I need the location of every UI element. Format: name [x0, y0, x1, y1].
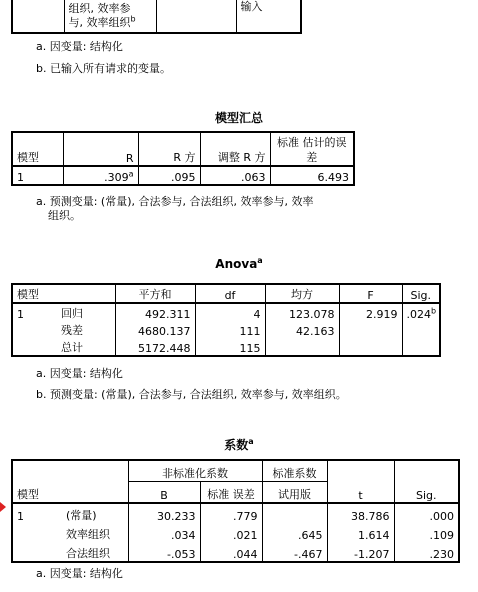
top-note-b: b. 已输入所有请求的变量。	[36, 62, 171, 75]
coef-se: .779	[200, 503, 262, 523]
anova-ms: 123.078	[265, 303, 339, 321]
coef-beta: .645	[262, 523, 327, 542]
coefficients-title: 系数$^a$	[224, 437, 254, 452]
table-row	[12, 166, 354, 185]
coef-model-number: 1	[17, 509, 24, 523]
table-row	[12, 303, 440, 321]
coef-b: 30.233	[128, 503, 200, 523]
anova-f: 2.919	[339, 303, 402, 321]
coef-header-beta: 试用版	[262, 482, 327, 503]
anova-f	[339, 338, 402, 356]
unstandardized-coef-header: 非标准化系数	[128, 460, 262, 482]
r-value: .309$^a$	[63, 166, 138, 185]
header-adj-r2: 调整 R 方	[200, 132, 270, 166]
coef-header-b: B	[128, 482, 200, 503]
anova-ss: 4680.137	[115, 321, 195, 338]
coef-se: .021	[200, 523, 262, 542]
coefficients-group-header-row	[12, 460, 459, 482]
coef-t: 1.614	[327, 523, 394, 542]
anova-header-model: 模型	[17, 288, 39, 301]
table-row	[12, 523, 459, 542]
anova-f	[339, 321, 402, 338]
anova-df: 4	[195, 303, 265, 321]
coef-row-label: 合法组织	[62, 542, 128, 562]
coef-sig: .109	[429, 528, 454, 542]
coef-b: -.053	[128, 542, 200, 562]
anova-table	[11, 283, 441, 357]
entered-variables-table-fragment	[11, 0, 302, 34]
coefficients-header-row	[12, 482, 459, 503]
coefficients-note-a: a. 因变量: 结构化	[36, 567, 123, 580]
anova-row-label: 回归	[57, 303, 115, 321]
coef-se: .044	[200, 542, 262, 562]
coef-row-label: 效率组织	[62, 523, 128, 542]
anova-ss: 492.311	[115, 303, 195, 321]
anova-df: 111	[195, 321, 265, 338]
coef-sig: .230	[429, 547, 454, 561]
adj-r2-value: .063	[200, 166, 270, 185]
anova-title: Anova$^a$	[215, 256, 263, 271]
anova-df: 115	[195, 338, 265, 356]
coef-t: 38.786	[327, 503, 394, 523]
anova-header-row	[12, 284, 440, 303]
header-model: 模型	[12, 132, 63, 166]
anova-header-df: df	[195, 284, 265, 303]
anova-row-label: 总计	[57, 338, 115, 356]
table-row	[12, 338, 440, 356]
coef-header-t: t	[327, 482, 394, 503]
entered-variables-cell	[64, 0, 156, 33]
header-r2: R 方	[138, 132, 200, 166]
model-number: 1	[12, 166, 63, 185]
anova-sig: .024$^b$	[406, 306, 437, 321]
std-error-value: 6.493	[317, 171, 349, 184]
anova-header-sig: Sig.	[410, 289, 432, 302]
coef-row-label: (常量)	[62, 503, 128, 523]
anova-header-ms: 均方	[265, 284, 339, 303]
coef-sig: .000	[429, 509, 454, 523]
row-marker-icon	[0, 502, 6, 512]
top-note-a: a. 因变量: 结构化	[36, 40, 123, 53]
coef-header-sig: Sig.	[415, 488, 437, 502]
entered-variables-line1: 组织, 效率参	[68, 2, 131, 15]
anova-header-ss: 平方和	[115, 284, 195, 303]
coefficients-table	[11, 459, 460, 563]
table-row	[12, 503, 459, 523]
entered-variables-line2: 与, 效率组织$^b$	[68, 14, 136, 29]
coef-header-model: 模型	[17, 487, 39, 501]
method-cell: 输入	[240, 0, 263, 13]
standardized-coef-header: 标准系数	[262, 460, 327, 482]
coef-t: -1.207	[327, 542, 394, 562]
coef-beta: -.467	[262, 542, 327, 562]
coef-beta	[262, 503, 327, 523]
model-summary-note-2: 组织。	[48, 209, 81, 222]
model-summary-header-row	[12, 132, 354, 166]
model-summary-table	[11, 131, 355, 186]
anova-header-f: F	[339, 284, 402, 303]
anova-ms	[265, 338, 339, 356]
anova-row-label: 残差	[57, 321, 115, 338]
anova-ss: 5172.448	[115, 338, 195, 356]
table-row	[12, 542, 459, 562]
model-summary-note-1: a. 预测变量: (常量), 合法参与, 合法组织, 效率参与, 效率	[36, 195, 314, 208]
anova-note-a: a. 因变量: 结构化	[36, 367, 123, 380]
anova-model-number: 1	[17, 308, 24, 321]
coef-header-se: 标准 误差	[200, 482, 262, 503]
coef-b: .034	[128, 523, 200, 542]
header-r: R	[63, 132, 138, 166]
anova-ms: 42.163	[265, 321, 339, 338]
r2-value: .095	[138, 166, 200, 185]
anova-note-b: b. 预测变量: (常量), 合法参与, 合法组织, 效率参与, 效率组织。	[36, 388, 347, 401]
model-summary-title: 模型汇总	[214, 111, 263, 125]
table-row	[12, 321, 440, 338]
anova-sig	[402, 321, 440, 338]
anova-sig	[402, 338, 440, 356]
header-std-error: 标准 估计的误差	[277, 136, 347, 164]
